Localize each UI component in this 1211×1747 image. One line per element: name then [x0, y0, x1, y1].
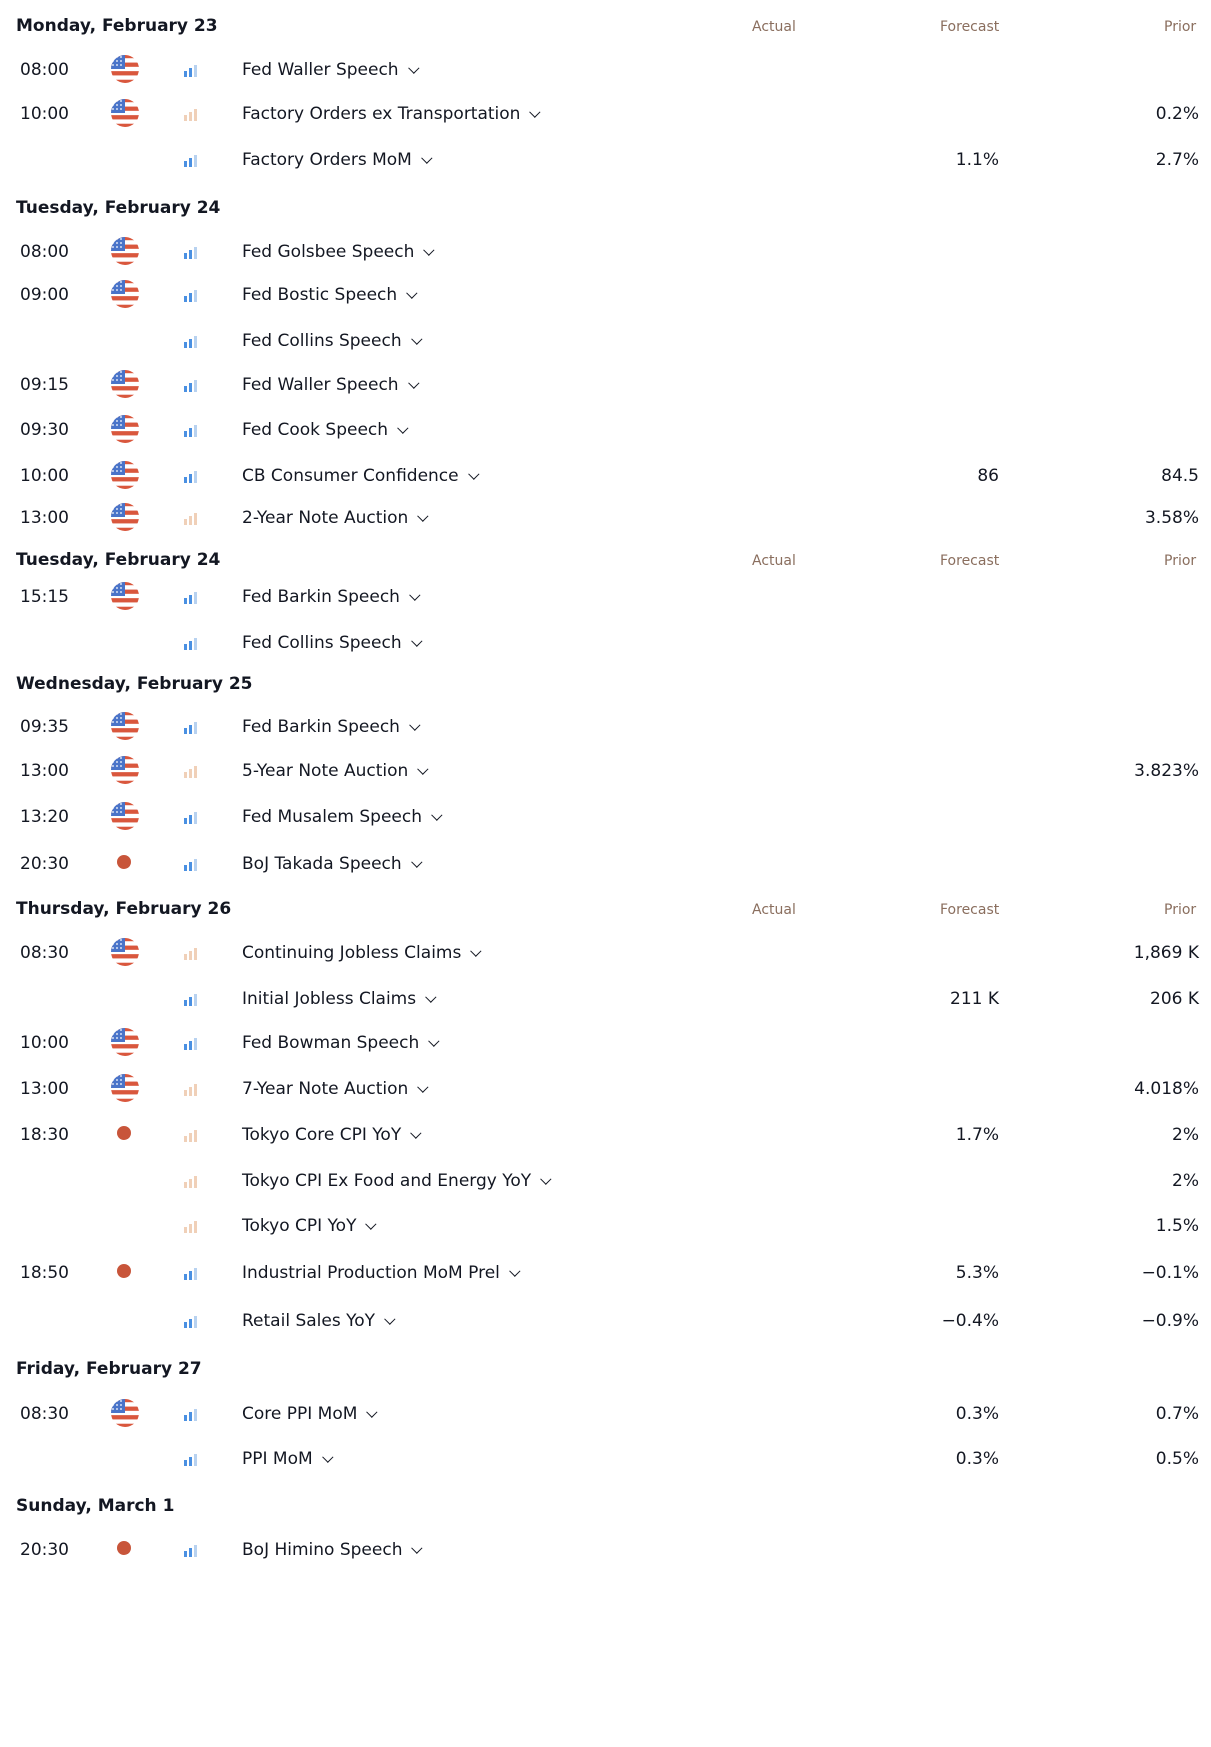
prior-value: −0.9% [1141, 1311, 1199, 1331]
event-time: 08:00 [20, 60, 69, 80]
event-name-label: 7-Year Note Auction [242, 1079, 409, 1099]
prior-value: 2% [1172, 1125, 1199, 1145]
importance-icon [183, 719, 199, 733]
importance-icon [183, 287, 199, 301]
event-name[interactable] [242, 150, 428, 170]
chevron-down-icon[interactable] [417, 1082, 428, 1093]
chevron-down-icon[interactable] [367, 1407, 378, 1418]
event-row[interactable] [0, 621, 1211, 661]
event-name-label: Fed Waller Speech [242, 375, 399, 395]
event-time: 08:30 [20, 1404, 69, 1424]
event-time: 18:30 [20, 1125, 69, 1145]
event-name-label: Initial Jobless Claims [242, 989, 417, 1009]
us-flag-icon [110, 460, 140, 490]
event-row[interactable] [0, 230, 1211, 270]
prior-value: 84.5 [1161, 466, 1199, 486]
us-flag-icon [110, 1073, 140, 1103]
event-name[interactable] [242, 1079, 424, 1099]
forecast-value: 5.3% [955, 1263, 999, 1283]
column-header-actual: Actual [752, 553, 796, 569]
event-row[interactable] [0, 705, 1211, 745]
importance-icon [183, 991, 199, 1005]
importance-icon [183, 809, 199, 823]
event-row[interactable] [0, 1251, 1211, 1291]
importance-icon [183, 422, 199, 436]
event-name-label: Fed Waller Speech [242, 60, 399, 80]
event-name[interactable] [242, 60, 415, 80]
importance-icon [183, 1127, 199, 1141]
jp-flag-icon [117, 1126, 131, 1140]
event-name-label: Fed Cook Speech [242, 420, 389, 440]
importance-icon [183, 1451, 199, 1465]
day-header [0, 2, 1211, 42]
importance-icon [183, 589, 199, 603]
us-flag-icon [110, 711, 140, 741]
event-name[interactable] [242, 587, 416, 607]
event-row[interactable] [0, 363, 1211, 403]
chevron-down-icon[interactable] [397, 423, 408, 434]
day-date: Monday, February 23 [16, 16, 218, 36]
event-row[interactable] [0, 575, 1211, 615]
day-date: Tuesday, February 24 [16, 198, 221, 218]
importance-icon [183, 635, 199, 649]
importance-icon [183, 1081, 199, 1095]
column-header-forecast: Forecast [940, 19, 1000, 35]
chevron-down-icon[interactable] [411, 636, 422, 647]
prior-value: 2.7% [1155, 150, 1199, 170]
chevron-down-icon[interactable] [431, 810, 442, 821]
event-row[interactable] [0, 1021, 1211, 1061]
event-time: 18:50 [20, 1263, 69, 1283]
importance-icon [183, 1265, 199, 1279]
event-time: 09:15 [20, 375, 69, 395]
event-name[interactable] [242, 943, 477, 963]
event-name[interactable] [242, 1033, 435, 1053]
event-row[interactable] [0, 842, 1211, 882]
event-name-label: Retail Sales YoY [242, 1311, 376, 1331]
chevron-down-icon[interactable] [540, 1174, 551, 1185]
us-flag-icon [110, 98, 140, 128]
prior-value: 3.58% [1144, 508, 1199, 528]
us-flag-icon [110, 937, 140, 967]
us-flag-icon [110, 414, 140, 444]
event-name[interactable] [242, 1125, 417, 1145]
forecast-value: 1.7% [955, 1125, 999, 1145]
chevron-down-icon[interactable] [412, 1543, 423, 1554]
event-name-label: Fed Collins Speech [242, 331, 402, 351]
chevron-down-icon[interactable] [384, 1314, 395, 1325]
event-row[interactable] [0, 92, 1211, 132]
us-flag-icon [110, 502, 140, 532]
us-flag-icon [110, 1398, 140, 1428]
event-name[interactable] [242, 633, 418, 653]
column-header-prior: Prior [1164, 553, 1197, 569]
chevron-down-icon[interactable] [322, 1452, 333, 1463]
event-name-label: Fed Barkin Speech [242, 717, 400, 737]
event-row[interactable] [0, 1067, 1211, 1107]
event-name-label: Factory Orders ex Transportation [242, 104, 521, 124]
event-name[interactable] [242, 854, 418, 874]
event-row[interactable] [0, 138, 1211, 178]
event-name[interactable] [242, 1449, 329, 1469]
chevron-down-icon[interactable] [417, 511, 428, 522]
event-row[interactable] [0, 1299, 1211, 1339]
event-time: 20:30 [20, 1540, 69, 1560]
event-name-label: BoJ Himino Speech [242, 1540, 403, 1560]
forecast-value: 0.3% [955, 1449, 999, 1469]
prior-value: 3.823% [1134, 761, 1199, 781]
chevron-down-icon[interactable] [411, 857, 422, 868]
chevron-down-icon[interactable] [410, 1128, 421, 1139]
us-flag-icon [110, 755, 140, 785]
column-header-forecast: Forecast [940, 902, 1000, 918]
day-header [0, 1482, 1211, 1522]
importance-icon [183, 1542, 199, 1556]
event-name[interactable] [242, 1540, 418, 1560]
importance-icon [183, 763, 199, 777]
event-name-label: PPI MoM [242, 1449, 313, 1469]
event-name[interactable] [242, 375, 415, 395]
event-name[interactable] [242, 717, 416, 737]
importance-icon [183, 468, 199, 482]
chevron-down-icon[interactable] [417, 764, 428, 775]
event-name-label: Fed Bostic Speech [242, 285, 398, 305]
chevron-down-icon[interactable] [424, 245, 435, 256]
chevron-down-icon[interactable] [406, 288, 417, 299]
event-name[interactable] [242, 285, 413, 305]
event-name[interactable] [242, 1263, 516, 1283]
day-header [0, 885, 1211, 925]
importance-icon [183, 510, 199, 524]
chevron-down-icon[interactable] [471, 946, 482, 957]
event-name-label: 2-Year Note Auction [242, 508, 409, 528]
event-row[interactable] [0, 48, 1211, 88]
us-flag-icon [110, 236, 140, 266]
day-header [0, 536, 1211, 576]
day-header [0, 660, 1211, 700]
chevron-down-icon[interactable] [428, 1036, 439, 1047]
event-time: 08:00 [20, 242, 69, 262]
us-flag-icon [110, 369, 140, 399]
event-name-label: Fed Barkin Speech [242, 587, 400, 607]
day-date: Sunday, March 1 [16, 1496, 175, 1516]
forecast-value: 1.1% [955, 150, 999, 170]
event-row[interactable] [0, 977, 1211, 1017]
column-header-actual: Actual [752, 902, 796, 918]
chevron-down-icon[interactable] [411, 334, 422, 345]
event-time: 13:00 [20, 761, 69, 781]
prior-value: 1,869 K [1133, 943, 1199, 963]
event-name-label: Industrial Production MoM Prel [242, 1263, 500, 1283]
event-row[interactable] [0, 408, 1211, 448]
event-name[interactable] [242, 331, 418, 351]
column-header-prior: Prior [1164, 19, 1197, 35]
event-name-label: Core PPI MoM [242, 1404, 358, 1424]
event-row[interactable] [0, 1392, 1211, 1432]
event-row[interactable] [0, 795, 1211, 835]
day-header [0, 184, 1211, 224]
event-row[interactable] [0, 319, 1211, 359]
event-row[interactable] [0, 1204, 1211, 1244]
event-time: 09:30 [20, 420, 69, 440]
us-flag-icon [110, 54, 140, 84]
event-time: 10:00 [20, 104, 69, 124]
event-name-label: Fed Collins Speech [242, 633, 402, 653]
jp-flag-icon [117, 855, 131, 869]
event-name[interactable] [242, 420, 404, 440]
event-name[interactable] [242, 761, 424, 781]
importance-icon [183, 1035, 199, 1049]
chevron-down-icon[interactable] [409, 590, 420, 601]
prior-value: 4.018% [1134, 1079, 1199, 1099]
importance-icon [183, 945, 199, 959]
chevron-down-icon[interactable] [421, 153, 432, 164]
event-time: 13:00 [20, 1079, 69, 1099]
us-flag-icon [110, 279, 140, 309]
prior-value: −0.1% [1141, 1263, 1199, 1283]
event-time: 08:30 [20, 943, 69, 963]
importance-icon [183, 244, 199, 258]
event-time: 15:15 [20, 587, 69, 607]
importance-icon [183, 377, 199, 391]
event-name-label: CB Consumer Confidence [242, 466, 459, 486]
event-name[interactable] [242, 1171, 547, 1191]
event-name-label: Tokyo Core CPI YoY [242, 1125, 402, 1145]
day-date: Friday, February 27 [16, 1359, 202, 1379]
chevron-down-icon[interactable] [509, 1266, 520, 1277]
day-date: Tuesday, February 24 [16, 550, 221, 570]
event-name[interactable] [242, 466, 475, 486]
event-name-label: 5-Year Note Auction [242, 761, 409, 781]
event-time: 09:00 [20, 285, 69, 305]
event-row[interactable] [0, 1113, 1211, 1153]
prior-value: 0.2% [1155, 104, 1199, 124]
event-name-label: Fed Bowman Speech [242, 1033, 420, 1053]
event-name-label: Fed Golsbee Speech [242, 242, 415, 262]
importance-icon [183, 106, 199, 120]
us-flag-icon [110, 801, 140, 831]
event-row[interactable] [0, 496, 1211, 536]
forecast-value: −0.4% [941, 1311, 999, 1331]
importance-icon [183, 333, 199, 347]
column-header-forecast: Forecast [940, 553, 1000, 569]
event-time: 10:00 [20, 1033, 69, 1053]
us-flag-icon [110, 581, 140, 611]
event-row[interactable] [0, 1159, 1211, 1199]
column-header-prior: Prior [1164, 902, 1197, 918]
event-name[interactable] [242, 1311, 391, 1331]
chevron-down-icon[interactable] [468, 469, 479, 480]
forecast-value: 211 K [950, 989, 999, 1009]
event-name-label: Tokyo CPI YoY [242, 1216, 357, 1236]
prior-value: 0.5% [1155, 1449, 1199, 1469]
event-row[interactable] [0, 273, 1211, 313]
event-time: 09:35 [20, 717, 69, 737]
prior-value: 206 K [1150, 989, 1199, 1009]
event-name[interactable] [242, 1216, 372, 1236]
column-header-actual: Actual [752, 19, 796, 35]
event-row[interactable] [0, 1437, 1211, 1477]
event-row[interactable] [0, 1528, 1211, 1568]
jp-flag-icon [117, 1541, 131, 1555]
importance-icon [183, 1406, 199, 1420]
event-time: 13:20 [20, 807, 69, 827]
chevron-down-icon[interactable] [408, 63, 419, 74]
forecast-value: 0.3% [955, 1404, 999, 1424]
prior-value: 1.5% [1155, 1216, 1199, 1236]
chevron-down-icon[interactable] [366, 1219, 377, 1230]
event-name-label: Continuing Jobless Claims [242, 943, 462, 963]
event-row[interactable] [0, 931, 1211, 971]
event-row[interactable] [0, 454, 1211, 494]
us-flag-icon [110, 1027, 140, 1057]
event-name-label: BoJ Takada Speech [242, 854, 402, 874]
event-row[interactable] [0, 749, 1211, 789]
event-name[interactable] [242, 989, 432, 1009]
day-date: Thursday, February 26 [16, 899, 232, 919]
prior-value: 0.7% [1155, 1404, 1199, 1424]
event-name[interactable] [242, 242, 430, 262]
importance-icon [183, 152, 199, 166]
prior-value: 2% [1172, 1171, 1199, 1191]
jp-flag-icon [117, 1264, 131, 1278]
importance-icon [183, 1218, 199, 1232]
event-time: 10:00 [20, 466, 69, 486]
forecast-value: 86 [977, 466, 999, 486]
importance-icon [183, 856, 199, 870]
importance-icon [183, 62, 199, 76]
event-name[interactable] [242, 104, 536, 124]
event-name-label: Factory Orders MoM [242, 150, 412, 170]
chevron-down-icon[interactable] [530, 107, 541, 118]
event-name[interactable] [242, 508, 424, 528]
event-time: 13:00 [20, 508, 69, 528]
chevron-down-icon[interactable] [408, 378, 419, 389]
event-name-label: Tokyo CPI Ex Food and Energy YoY [242, 1171, 532, 1191]
importance-icon [183, 1313, 199, 1327]
chevron-down-icon[interactable] [425, 992, 436, 1003]
event-name[interactable] [242, 807, 438, 827]
event-name-label: Fed Musalem Speech [242, 807, 422, 827]
event-name[interactable] [242, 1404, 373, 1424]
event-time: 20:30 [20, 854, 69, 874]
importance-icon [183, 1173, 199, 1187]
chevron-down-icon[interactable] [409, 720, 420, 731]
day-date: Wednesday, February 25 [16, 674, 253, 694]
day-header [0, 1345, 1211, 1385]
